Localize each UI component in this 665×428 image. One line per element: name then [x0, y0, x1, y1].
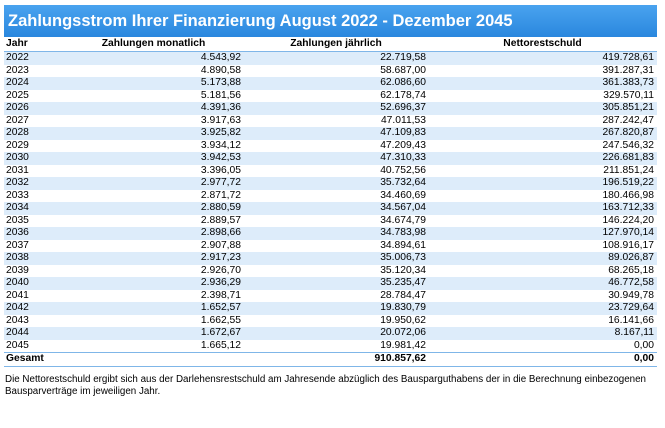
- cell-remaining: 180.466,98: [602, 189, 654, 201]
- table-row: [4, 152, 657, 165]
- cell-year: 2039: [6, 264, 29, 276]
- table-row: [4, 190, 657, 203]
- table-row: [4, 202, 657, 215]
- table-row: [4, 115, 657, 128]
- cell-year: 2043: [6, 314, 29, 326]
- table-row: [4, 340, 657, 353]
- cell-remaining: 361.383,73: [429, 77, 657, 90]
- cell-year: 2041: [6, 289, 29, 301]
- cell-remaining: 127.970,14: [429, 227, 657, 240]
- col-header-year: Jahr: [4, 37, 64, 52]
- cell-remaining: 146.224,20: [602, 214, 654, 226]
- cell-monthly: 4.890,58: [200, 64, 241, 76]
- cell-monthly: 3.917,63: [200, 114, 241, 126]
- cell-monthly: 3.925,82: [64, 127, 244, 140]
- table-row: [4, 302, 657, 315]
- cell-year: 2045: [6, 339, 29, 351]
- cell-yearly: 58.687,00: [380, 64, 426, 76]
- cell-year: 2028: [4, 127, 64, 140]
- total-monthly: [64, 353, 244, 367]
- cell-year: 2044: [4, 327, 64, 340]
- cell-monthly: 5.173,88: [64, 77, 244, 90]
- cell-year: 2031: [6, 164, 29, 176]
- cell-year: 2036: [4, 227, 64, 240]
- cell-yearly: 28.784,47: [380, 289, 426, 301]
- cell-yearly: 47.310,33: [244, 152, 429, 165]
- cell-yearly: 35.235,47: [244, 277, 429, 290]
- cell-yearly: 34.567,04: [244, 202, 429, 215]
- cell-year: 2026: [4, 102, 64, 115]
- cell-year: 2032: [4, 177, 64, 190]
- cell-yearly: 34.894,61: [380, 239, 426, 251]
- cell-monthly: 4.391,36: [64, 102, 244, 115]
- cell-remaining: 30.949,78: [608, 289, 654, 301]
- table-row: [4, 65, 657, 78]
- table-header-row: [4, 37, 657, 52]
- total-yearly: 910.857,62: [244, 353, 429, 367]
- table-row: [4, 102, 657, 115]
- cell-year: 2023: [6, 64, 29, 76]
- cell-monthly: 2.907,88: [200, 239, 241, 251]
- cell-remaining: 267.820,87: [429, 127, 657, 140]
- cell-remaining: 419.728,61: [429, 52, 657, 65]
- table-row: [4, 77, 657, 90]
- table-row: [4, 252, 657, 265]
- cell-remaining: 23.729,64: [429, 302, 657, 315]
- cell-yearly: 62.178,74: [380, 89, 426, 101]
- table-body: [4, 52, 657, 353]
- cell-year: 2029: [6, 139, 29, 151]
- cell-year: 2030: [4, 152, 64, 165]
- table-row: [4, 52, 657, 65]
- col-header-remaining: Nettorestschuld: [429, 37, 657, 52]
- cell-remaining: 16.141,66: [608, 314, 654, 326]
- cell-yearly: 34.783,98: [244, 227, 429, 240]
- cell-monthly: 1.672,67: [64, 327, 244, 340]
- cell-year: 2040: [4, 277, 64, 290]
- cell-remaining: 108.916,17: [602, 239, 654, 251]
- cell-year: 2037: [6, 239, 29, 251]
- cell-monthly: 2.871,72: [200, 189, 241, 201]
- cell-remaining: 226.681,83: [429, 152, 657, 165]
- cell-remaining: 0,00: [633, 339, 654, 351]
- cell-yearly: 34.460,69: [380, 189, 426, 201]
- cell-remaining: 68.265,18: [608, 264, 654, 276]
- cell-year: 2027: [6, 114, 29, 126]
- cell-yearly: 35.006,73: [244, 252, 429, 265]
- cell-monthly: 4.543,92: [64, 52, 244, 65]
- cell-monthly: 2.898,66: [64, 227, 244, 240]
- table-row: [4, 227, 657, 240]
- table-row: [4, 327, 657, 340]
- cell-remaining: 196.519,22: [429, 177, 657, 190]
- table-row: [4, 177, 657, 190]
- table-row: [4, 277, 657, 290]
- cashflow-panel: [4, 5, 657, 398]
- cell-remaining: 211.851,24: [603, 164, 654, 176]
- cell-monthly: 5.181,56: [200, 89, 241, 101]
- total-remaining: 0,00: [429, 353, 657, 367]
- table-row: [4, 315, 657, 328]
- cell-remaining: 247.546,32: [602, 139, 654, 151]
- cell-yearly: 47.109,83: [244, 127, 429, 140]
- cell-yearly: 20.072,06: [244, 327, 429, 340]
- cell-monthly: 1.662,55: [200, 314, 241, 326]
- cell-yearly: 52.696,37: [244, 102, 429, 115]
- cell-yearly: 19.981,42: [380, 339, 426, 351]
- cell-monthly: 2.977,72: [64, 177, 244, 190]
- table-row: [4, 290, 657, 303]
- table-row: [4, 165, 657, 178]
- cell-year: 2034: [4, 202, 64, 215]
- cell-yearly: 35.732,64: [244, 177, 429, 190]
- cell-monthly: 2.926,70: [200, 264, 241, 276]
- cell-yearly: 47.011,53: [380, 114, 426, 126]
- cell-monthly: 2.880,59: [64, 202, 244, 215]
- panel-title: Zahlungsstrom Ihrer Finanzierung August 2022 - Dezember 2045: [4, 5, 657, 37]
- cell-year: 2033: [6, 189, 29, 201]
- footnote: Die Nettorestschuld ergibt sich aus der Darlehensrestschuld am Jahresende abzüglich des Bausparguthabens der in die Berechnung einbezogenen Bausparverträge im jeweiligen Jahr.: [5, 373, 647, 397]
- table-row: [4, 127, 657, 140]
- cell-monthly: 1.665,12: [200, 339, 241, 351]
- cell-yearly: 19.950,62: [380, 314, 426, 326]
- cell-remaining: 391.287,31: [602, 64, 654, 76]
- cell-year: 2022: [4, 52, 64, 65]
- table-row: [4, 90, 657, 103]
- cell-remaining: 46.772,58: [429, 277, 657, 290]
- table-row: [4, 240, 657, 253]
- cell-yearly: 40.752,56: [380, 164, 426, 176]
- cell-monthly: 2.889,57: [200, 214, 241, 226]
- table-row: [4, 215, 657, 228]
- col-header-yearly: Zahlungen jährlich: [244, 37, 429, 52]
- cell-remaining: 305.851,21: [429, 102, 657, 115]
- cell-monthly: 1.652,57: [64, 302, 244, 315]
- cell-remaining: 89.026,87: [429, 252, 657, 265]
- table-row: [4, 265, 657, 278]
- cell-monthly: 3.942,53: [64, 152, 244, 165]
- cell-yearly: 35.120,34: [380, 264, 426, 276]
- cell-yearly: 62.086,60: [244, 77, 429, 90]
- cell-monthly: 3.934,12: [200, 139, 241, 151]
- cell-year: 2035: [6, 214, 29, 226]
- cell-yearly: 47.209,43: [380, 139, 426, 151]
- cell-monthly: 2.936,29: [64, 277, 244, 290]
- cashflow-table: [4, 37, 657, 367]
- cell-monthly: 2.917,23: [64, 252, 244, 265]
- cell-remaining: 329.570,11: [603, 89, 654, 101]
- cell-remaining: 287.242,47: [602, 114, 654, 126]
- cell-remaining: 163.712,33: [429, 202, 657, 215]
- cell-year: 2042: [4, 302, 64, 315]
- cell-yearly: 22.719,58: [244, 52, 429, 65]
- cell-remaining: 8.167,11: [429, 327, 657, 340]
- cell-year: 2038: [4, 252, 64, 265]
- cell-monthly: 2.398,71: [200, 289, 241, 301]
- cell-monthly: 3.396,05: [200, 164, 241, 176]
- total-row: [4, 353, 657, 367]
- cell-year: 2024: [4, 77, 64, 90]
- total-label: Gesamt: [4, 353, 64, 367]
- table-row: [4, 140, 657, 153]
- cell-yearly: 19.830,79: [244, 302, 429, 315]
- cell-yearly: 34.674,79: [380, 214, 426, 226]
- col-header-monthly: Zahlungen monatlich: [64, 37, 244, 52]
- cell-year: 2025: [6, 89, 29, 101]
